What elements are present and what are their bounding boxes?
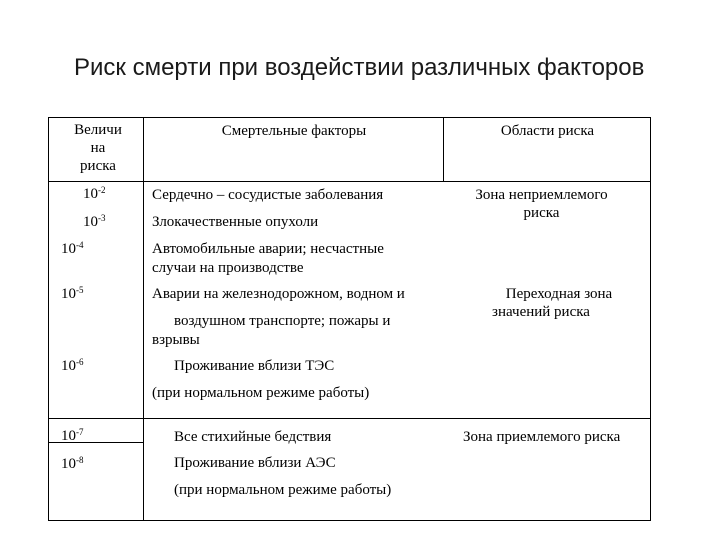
risk-value: $10^{-4}$ bbox=[61, 240, 84, 257]
factor-text: взрывы bbox=[152, 332, 200, 348]
factor-text: (при нормальном режиме работы) bbox=[174, 482, 392, 498]
zone-transitional: Переходная зона значений риска bbox=[492, 286, 613, 320]
risk-value: $10^{-2}$ bbox=[83, 185, 106, 202]
factor-text: Аварии на железнодорожном, водном и bbox=[152, 286, 405, 302]
risk-value: $10^{-6}$ bbox=[61, 357, 84, 374]
risk-value: $10^{-8}$ bbox=[61, 455, 84, 472]
factor-text: случаи на производстве bbox=[152, 260, 304, 276]
zone-acceptable: Зона приемлемого риска bbox=[463, 429, 621, 445]
header-risk-value: Величи на риска bbox=[74, 122, 122, 174]
risk-value: $10^{-5}$ bbox=[61, 285, 84, 302]
factor-text: Все стихийные бедствия bbox=[174, 429, 332, 445]
zone-unacceptable: Зона неприемлемого риска bbox=[475, 187, 608, 221]
risk-value: $10^{-3}$ bbox=[83, 213, 106, 230]
table-border-top bbox=[48, 117, 651, 118]
row-divider-zone bbox=[48, 418, 651, 419]
factor-text: воздушном транспорте; пожары и bbox=[174, 313, 391, 329]
risk-table bbox=[48, 117, 651, 521]
header-fatal-factors: Смертельные факторы bbox=[221, 123, 367, 139]
factor-text: (при нормальном режиме работы) bbox=[152, 385, 370, 401]
factor-text: Проживание вблизи АЭС bbox=[174, 455, 336, 471]
table-border-left bbox=[48, 117, 49, 521]
factor-text: Сердечно – сосудистые заболевания bbox=[152, 187, 384, 203]
slide-title: Риск смерти при воздействии различных факторов bbox=[74, 54, 645, 81]
header-risk-areas: Области риска bbox=[500, 123, 595, 139]
factor-text: Автомобильные аварии; несчастные bbox=[152, 241, 384, 257]
risk-value: $10^{-7}$ bbox=[61, 427, 84, 444]
factor-text: Злокачественные опухоли bbox=[152, 214, 319, 230]
factor-text: Проживание вблизи ТЭС bbox=[174, 358, 335, 374]
table-border-right bbox=[650, 117, 651, 521]
column-divider-1 bbox=[143, 117, 144, 521]
table-border-bottom bbox=[48, 520, 651, 521]
row-divider-header bbox=[48, 181, 651, 182]
